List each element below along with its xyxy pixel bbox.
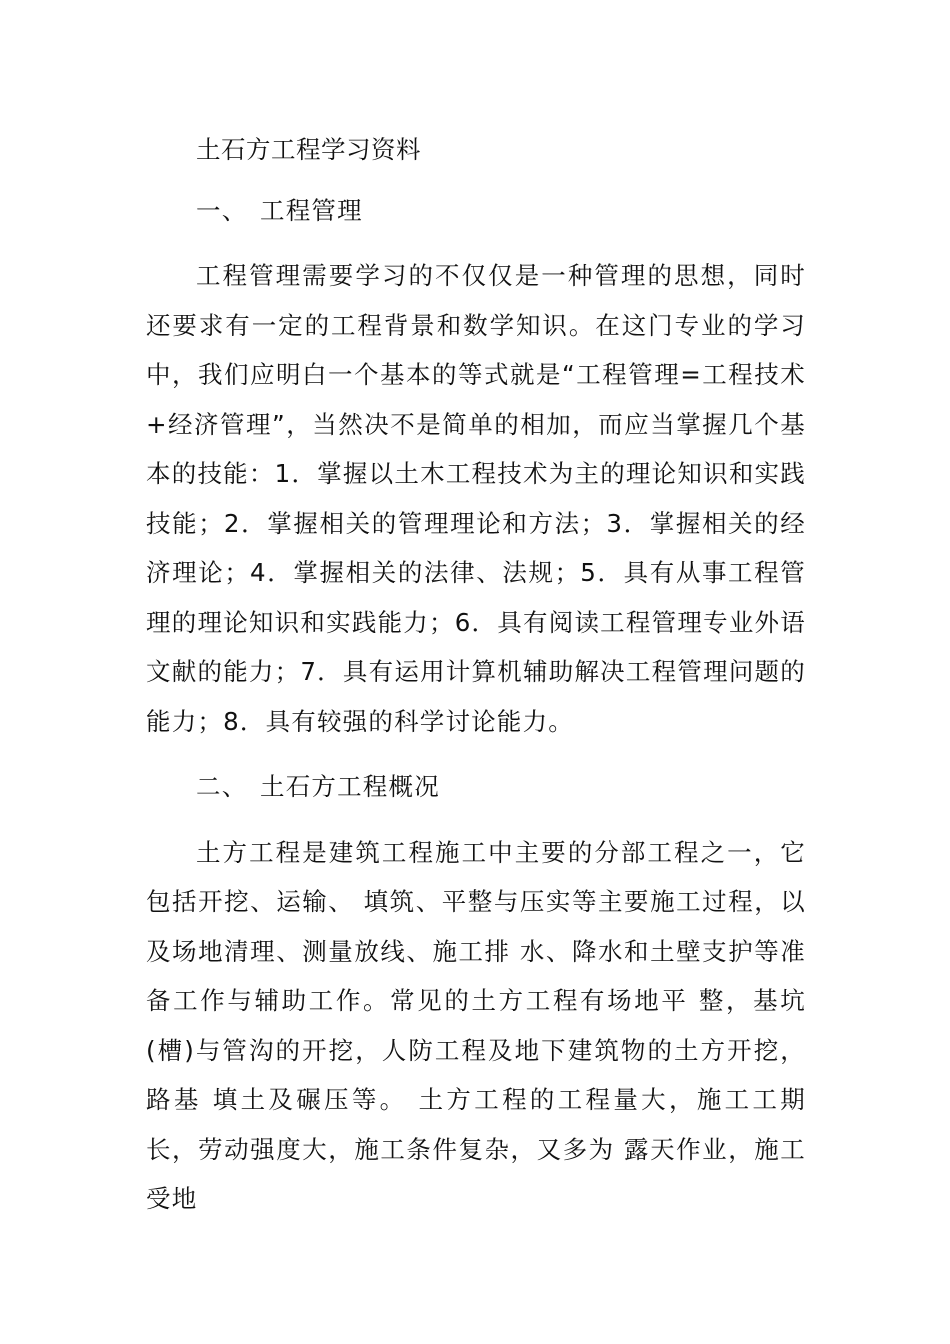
document-title: 土石方工程学习资料	[196, 135, 421, 164]
document-body	[146, 125, 806, 1240]
section-number-2: 二、	[196, 772, 248, 801]
section-heading-1	[146, 186, 806, 236]
section-paragraph-2: 土方工程是建筑工程施工中主要的分部工程之一，它包括开挖、运输、 填筑、平整与压实等主要施工过程，以及场地清理、测量放线、施工排 水、降水和土壁支护等准备工作与辅助工作。常见的土方工程有场地平 整，基坑(槽)与管沟的开挖，人防工程及地下建筑物的土方开挖，路基 填土及碾压等。 土方工程的工程量大，施工工期长，劳动强度大，施工条件复杂，又多为 露天作业，施工受地	[146, 837, 806, 1213]
section-number-1: 一、	[196, 195, 248, 225]
section-title-2: 土石方工程概况	[260, 772, 440, 801]
section-title-1: 工程管理	[260, 195, 363, 225]
section-heading-2	[146, 762, 806, 812]
section-paragraph-1: 工程管理需要学习的不仅仅是一种管理的思想，同时还要求有一定的工程背景和数学知识。在这门专业的学习中，我们应明白一个基本的等式就是“工程管理=工程技术+经济管理”，当然决不是简单的相加，而应当掌握几个基本的技能：1．掌握以土木工程技术为主的理论知识和实践技能；2．掌握相关的管理理论和方法；3．掌握相关的经济理论；4．掌握相关的法律、法规；5．具有从事工程管理的理论知识和实践能力；6．具有阅读工程管理专业外语文献的能力；7．具有运用计算机辅助解决工程管理问题的能力；8．具有较强的科学讨论能力。	[146, 261, 806, 736]
